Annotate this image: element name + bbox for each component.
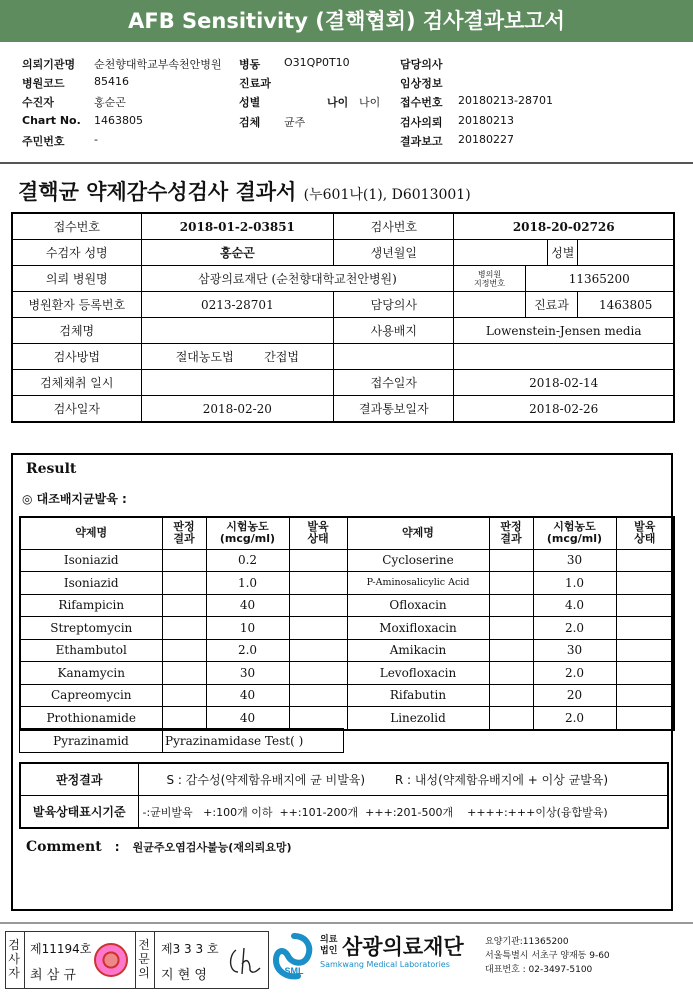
specialist-no: 제3 3 3 호 <box>161 942 219 956</box>
medium-value: Lowenstein-Jensen media <box>454 318 674 344</box>
result-title: Result <box>26 461 77 477</box>
header-label: Chart No. <box>22 114 81 127</box>
receipt-no-label: 접수번호 <box>12 213 141 240</box>
table-row <box>12 292 674 318</box>
empty-cell <box>334 344 454 370</box>
pza-test: Pyrazinamidase Test( ) <box>163 729 344 753</box>
header-value: 20180213 <box>458 114 514 127</box>
table-row <box>20 707 674 730</box>
test-concentration: 1.0 <box>533 572 616 595</box>
growth-status <box>289 594 347 617</box>
doctor-label: 담당의사 <box>334 292 454 318</box>
judge-result <box>489 617 533 640</box>
reg-no-label: 병원환자 등록번호 <box>12 292 141 318</box>
test-concentration: 0.2 <box>206 549 289 572</box>
divider <box>135 932 136 988</box>
header-value: 홍순곤 <box>94 96 126 109</box>
growth-status <box>289 707 347 730</box>
drug-name: Ethambutol <box>20 639 162 662</box>
form-title-text: 결핵균 약제감수성검사 결과서 <box>18 179 297 204</box>
org-prefix-1: 의료 <box>320 935 338 945</box>
org-name: 삼광의료재단 <box>342 935 464 959</box>
judge-result <box>162 572 206 595</box>
method-absolute: 절대농도법 <box>175 350 234 364</box>
conc-header: 시험농도 (mcg/ml) <box>533 517 616 549</box>
header-value: 85416 <box>94 75 129 88</box>
drug-name: Capreomycin <box>20 684 162 707</box>
table-row <box>12 240 674 266</box>
test-concentration: 30 <box>533 639 616 662</box>
signature-box <box>5 931 269 989</box>
test-concentration: 40 <box>206 707 289 730</box>
growth-status <box>616 572 674 595</box>
form-code: (누601나(1), D6013001) <box>303 187 471 203</box>
growth-legend-label: 발육상태표시기준 <box>20 796 138 829</box>
test-concentration: 2.0 <box>533 662 616 685</box>
header-value: 20180213-28701 <box>458 94 553 107</box>
header-label: 병동 <box>239 58 261 71</box>
signature-icon <box>226 942 264 980</box>
judge-header: 판정 결과 <box>162 517 206 549</box>
judge-legend-value <box>138 763 668 796</box>
divider <box>154 932 155 988</box>
medium-label: 사용배지 <box>334 318 454 344</box>
method-label: 검사방법 <box>12 344 141 370</box>
test-no-value: 2018-20-02726 <box>454 213 674 240</box>
judge-result <box>162 639 206 662</box>
receipt-date-label: 접수일자 <box>334 370 454 396</box>
org-name-en: Samkwang Medical Laboratories <box>320 960 450 969</box>
header-value: 순천향대학교부속천안병원 <box>94 58 222 71</box>
test-info-table <box>11 212 675 423</box>
report-header-info <box>22 54 682 148</box>
test-concentration: 2.0 <box>533 707 616 730</box>
header-value: 1463805 <box>94 114 143 127</box>
age-label: 나이 <box>327 96 349 109</box>
hospital-label: 의뢰 병원명 <box>12 266 141 292</box>
birth-label: 생년월일 <box>334 240 454 266</box>
test-concentration: 30 <box>533 549 616 572</box>
judge-legend-label: 판정결과 <box>20 763 138 796</box>
table-row <box>20 684 674 707</box>
dept-label: 진료과 <box>525 292 578 318</box>
table-row <box>20 796 668 829</box>
judge-result <box>162 549 206 572</box>
judge-result <box>162 662 206 685</box>
judge-result <box>162 617 206 640</box>
drug-name: Streptomycin <box>20 617 162 640</box>
header-label: 검체 <box>239 116 261 129</box>
table-row <box>20 594 674 617</box>
pza-name: Pyrazinamid <box>20 729 163 753</box>
table-row <box>20 763 668 796</box>
table-row <box>12 318 674 344</box>
org-address: 서울특별시 서초구 양재동 9-60 <box>485 951 610 961</box>
drug-name: Cycloserine <box>347 549 489 572</box>
drug-header: 약제명 <box>347 517 489 549</box>
drug-name: Rifampicin <box>20 594 162 617</box>
growth-status <box>616 662 674 685</box>
growth-status <box>289 572 347 595</box>
collect-date-value <box>141 370 334 396</box>
patient-name-value: 홍순곤 <box>141 240 334 266</box>
test-concentration: 1.0 <box>206 572 289 595</box>
empty-cell <box>454 344 674 370</box>
legend-table <box>19 762 669 829</box>
judge-result <box>489 707 533 730</box>
growth-status <box>616 639 674 662</box>
growth-legend-value: -:균비발육 +:100개 이하 ++:101-200개 +++:201-500개 ++++:+++이상(융합발육) <box>138 796 668 829</box>
examiner-label: 검사자 <box>8 938 20 980</box>
judge-result <box>162 684 206 707</box>
report-title-bar <box>0 0 693 42</box>
growth-header: 발육 상태 <box>616 517 674 549</box>
specimen-label: 검체명 <box>12 318 141 344</box>
drug-name: Amikacin <box>347 639 489 662</box>
header-value: O31QP0T10 <box>284 56 350 69</box>
drug-susceptibility-table <box>19 516 675 731</box>
org-prefix <box>320 935 337 957</box>
test-concentration: 30 <box>206 662 289 685</box>
examiner-no: 제11194호 <box>30 942 92 956</box>
test-concentration: 40 <box>206 684 289 707</box>
doctor-value <box>454 292 525 318</box>
test-date-label: 검사일자 <box>12 396 141 423</box>
judge-result <box>489 572 533 595</box>
judge-result <box>489 549 533 572</box>
age-value: 나이 <box>359 96 381 109</box>
examiner-seal-icon <box>94 943 128 977</box>
table-header-row <box>20 517 674 549</box>
growth-status <box>289 662 347 685</box>
growth-status <box>616 594 674 617</box>
specialist-name: 지 현 영 <box>161 968 207 983</box>
table-row <box>20 639 674 662</box>
comment-text: 원균주오염검사불능(재의뢰요망) <box>132 841 292 854</box>
patient-name-label: 수검자 성명 <box>12 240 141 266</box>
report-title: AFB Sensitivity (결핵협회) 검사결과보고서 <box>128 9 565 33</box>
header-label: 검사의뢰 <box>400 116 443 129</box>
table-row <box>12 370 674 396</box>
dept-value: 1463805 <box>578 292 674 318</box>
header-value: - <box>94 133 98 146</box>
specialist-label: 전문의 <box>138 938 150 980</box>
growth-status <box>616 549 674 572</box>
table-row <box>20 662 674 685</box>
judge-result <box>489 594 533 617</box>
method-indirect: 간접법 <box>264 350 299 364</box>
header-label: 결과보고 <box>400 135 443 148</box>
test-concentration: 20 <box>533 684 616 707</box>
specimen-value <box>141 318 334 344</box>
header-label: 성별 <box>239 96 261 109</box>
judge-result <box>489 639 533 662</box>
table-row <box>12 344 674 370</box>
birth-value <box>454 240 548 266</box>
header-value: 20180227 <box>458 133 514 146</box>
header-label: 주민번호 <box>22 135 65 148</box>
header-label: 진료과 <box>239 77 271 90</box>
sml-logo-icon <box>272 932 316 980</box>
org-contact <box>485 935 610 977</box>
method-value <box>141 344 334 370</box>
table-row <box>20 572 674 595</box>
header-label: 의뢰기관명 <box>22 58 76 71</box>
hospital-code-label-1: 병의원 <box>477 269 502 279</box>
table-row <box>12 266 674 292</box>
growth-status <box>289 684 347 707</box>
header-divider <box>0 162 693 164</box>
judge-legend-s: S : 감수성(약제함유배지에 균 비발육) <box>166 773 366 787</box>
test-no-label: 검사번호 <box>334 213 454 240</box>
judge-header: 판정 결과 <box>489 517 533 549</box>
test-concentration: 2.0 <box>533 617 616 640</box>
form-title <box>18 176 471 206</box>
drug-name: Levofloxacin <box>347 662 489 685</box>
comment-line <box>26 836 292 855</box>
collect-date-label: 검체채취 일시 <box>12 370 141 396</box>
test-concentration: 2.0 <box>206 639 289 662</box>
header-label: 담당의사 <box>400 58 443 71</box>
receipt-no-value: 2018-01-2-03851 <box>141 213 334 240</box>
drug-name: Isoniazid <box>20 549 162 572</box>
org-code: 요양기관:11365200 <box>485 937 569 947</box>
receipt-date-value: 2018-02-14 <box>454 370 674 396</box>
hospital-code-label-2: 지정번호 <box>474 278 505 288</box>
drug-name: Prothionamide <box>20 707 162 730</box>
conc-header: 시험농도 (mcg/ml) <box>206 517 289 549</box>
divider <box>24 932 25 988</box>
table-row <box>12 396 674 423</box>
table-row <box>20 549 674 572</box>
header-label: 병원코드 <box>22 77 65 90</box>
drug-name: P-Aminosalicylic Acid <box>347 572 489 595</box>
hospital-value: 삼광의료재단 (순천향대학교천안병원) <box>141 266 454 292</box>
pza-row <box>19 728 344 753</box>
judge-result <box>162 707 206 730</box>
report-date-value: 2018-02-26 <box>454 396 674 423</box>
growth-status <box>616 707 674 730</box>
growth-header: 발육 상태 <box>289 517 347 549</box>
comment-label: Comment <box>26 839 102 855</box>
growth-status <box>289 639 347 662</box>
growth-status <box>289 617 347 640</box>
control-growth-label: ◎ 대조배지균발육 : <box>22 492 127 506</box>
drug-header: 약제명 <box>20 517 162 549</box>
judge-result <box>489 662 533 685</box>
growth-status <box>289 549 347 572</box>
drug-name: Kanamycin <box>20 662 162 685</box>
growth-status <box>616 617 674 640</box>
drug-name: Ofloxacin <box>347 594 489 617</box>
table-row <box>20 617 674 640</box>
org-prefix-2: 법인 <box>320 946 338 956</box>
header-value: 균주 <box>284 116 306 129</box>
growth-status <box>616 684 674 707</box>
judge-result <box>489 684 533 707</box>
examiner-name: 최 삼 규 <box>30 968 76 983</box>
judge-legend-r: R : 내성(약제함유배지에 + 이상 균발육) <box>394 773 609 787</box>
sex-value <box>578 240 674 266</box>
logo-text: SML <box>284 966 304 976</box>
drug-name: Moxifloxacin <box>347 617 489 640</box>
drug-name: Linezolid <box>347 707 489 730</box>
table-row <box>20 729 344 753</box>
hospital-code-value: 11365200 <box>525 266 674 292</box>
sex-label: 성별 <box>548 240 578 266</box>
report-footer <box>0 922 693 996</box>
comment-colon: : <box>114 840 120 854</box>
org-phone: 대표번호 : 02-3497-5100 <box>485 965 593 975</box>
drug-name: Rifabutin <box>347 684 489 707</box>
header-label: 접수번호 <box>400 96 443 109</box>
header-label: 수진자 <box>22 96 54 109</box>
test-concentration: 40 <box>206 594 289 617</box>
hospital-code-label <box>454 266 525 292</box>
test-concentration: 4.0 <box>533 594 616 617</box>
reg-no-value: 0213-28701 <box>141 292 334 318</box>
table-row <box>12 213 674 240</box>
test-date-value: 2018-02-20 <box>141 396 334 423</box>
drug-name: Isoniazid <box>20 572 162 595</box>
header-label: 임상정보 <box>400 77 443 90</box>
test-concentration: 10 <box>206 617 289 640</box>
report-date-label: 결과통보일자 <box>334 396 454 423</box>
judge-result <box>162 594 206 617</box>
